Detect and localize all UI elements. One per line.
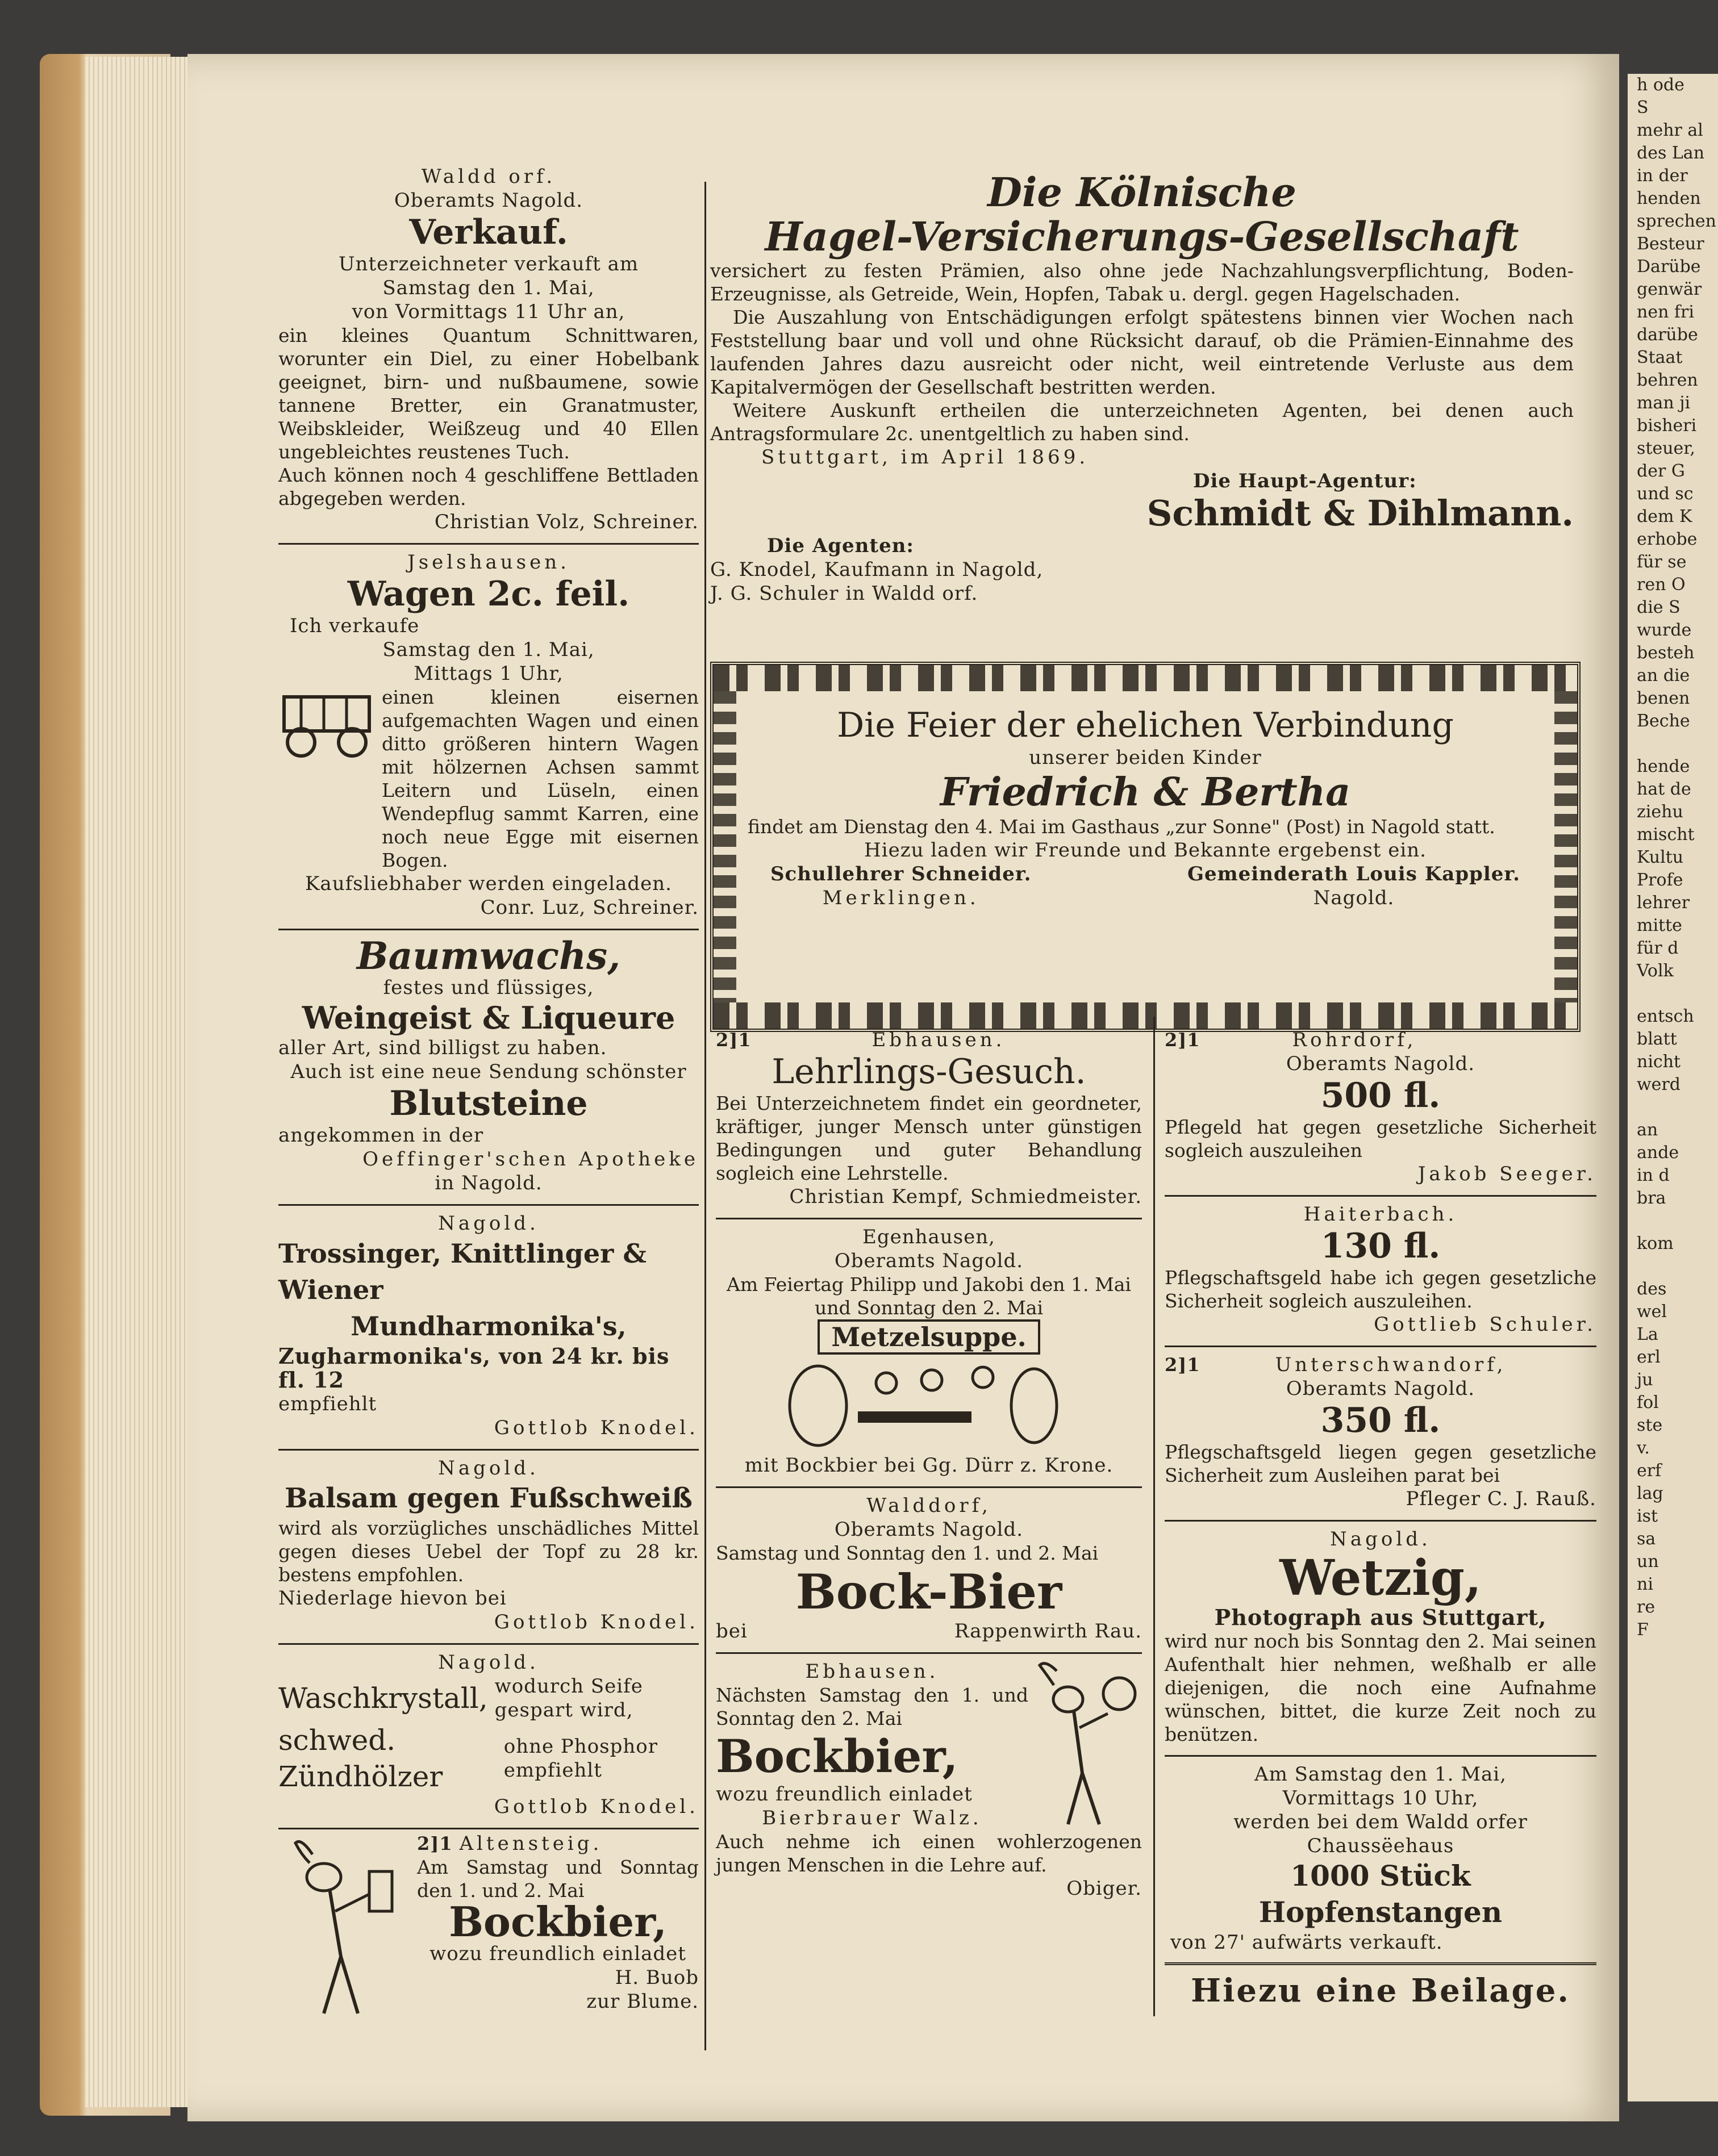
- left-column: [278, 165, 699, 2025]
- next-page-line: Beche: [1637, 711, 1690, 731]
- place-sub: Oberamts Nagold.: [1286, 1377, 1475, 1400]
- ad-line: wozu freundlich einladet: [716, 1783, 973, 1806]
- place-sub: Oberamts Nagold.: [834, 1518, 1024, 1541]
- ad-line: angekommen in der: [278, 1124, 484, 1147]
- next-page-line: ren O: [1637, 575, 1686, 595]
- ad-line: von Vormittags 11 Uhr an,: [352, 300, 626, 323]
- next-page-line: ist: [1637, 1506, 1658, 1526]
- ad-signature: Nagold.: [1313, 887, 1395, 909]
- next-page-line: entsch: [1637, 1006, 1694, 1026]
- place: Haiterbach.: [1303, 1203, 1458, 1226]
- next-page-line: hat de: [1637, 779, 1691, 799]
- next-page-line: und sc: [1637, 484, 1694, 504]
- ad-signature: H. Buob: [615, 1966, 699, 1989]
- next-page-line: Volk: [1637, 961, 1674, 981]
- next-page-line: un: [1637, 1552, 1659, 1572]
- ornament-border: [714, 665, 1577, 691]
- ad-signature: Gottlob Knodel.: [494, 1795, 699, 1818]
- ad-line: wozu freundlich einladet: [430, 1942, 686, 1965]
- ad-title: Die Kölnische: [987, 169, 1296, 216]
- announcement-heading: Die Feier der ehelichen Verbindung: [837, 705, 1454, 745]
- ad-signature: zur Blume.: [586, 1990, 699, 2013]
- ad-signature: Christian Kempf, Schmiedmeister.: [789, 1185, 1142, 1208]
- next-page-line: lehrer: [1637, 893, 1690, 913]
- ornament-border: [714, 1002, 1577, 1029]
- ad-line: werden bei dem Waldd orfer Chaussëehaus: [1233, 1811, 1528, 1857]
- divider: [1165, 1755, 1596, 1757]
- ad-body: einen kleinen eisernen aufgemachten Wagen und einen ditto größeren hintern Wagen mit hölzernen Achsen sammt Leitern und Lüseln, einen Wendepflug sammt Karren, eine noch neue Egge mit eisernen Bogen.: [382, 686, 699, 871]
- place: Nagold.: [438, 1651, 539, 1674]
- ad-date: Stuttgart, im April 1869.: [761, 446, 1089, 469]
- divider: [278, 929, 699, 930]
- next-page-line: ziehu: [1637, 802, 1683, 822]
- next-page-line: La: [1637, 1324, 1658, 1344]
- ad-title: Mundharmonika's,: [351, 1311, 627, 1342]
- next-page-line: [1628, 1210, 1718, 1232]
- ad-line: G. Knodel, Kaufmann in Nagold,: [710, 558, 1044, 581]
- place-sub: Oberamts Nagold.: [834, 1250, 1024, 1272]
- page-stack: [85, 57, 205, 2107]
- next-page-line: mehr al: [1637, 120, 1703, 140]
- next-page-line: [1628, 733, 1718, 755]
- ad-signature: Jakob Seeger.: [1417, 1163, 1596, 1185]
- next-page-line: [1628, 1255, 1718, 1278]
- ad-signature: Gottlob Knodel.: [494, 1611, 699, 1633]
- divider: [278, 543, 699, 545]
- next-page-line: mischt: [1637, 825, 1695, 845]
- ad-signature: Pfleger C. J. Rauß.: [1406, 1488, 1596, 1510]
- ad-line: Vormittags 10 Uhr,: [1282, 1787, 1479, 1810]
- ad-title: Trossinger, Knittlinger & Wiener: [278, 1238, 647, 1305]
- next-page-line: behren: [1637, 370, 1698, 390]
- divider: [1165, 1346, 1596, 1347]
- place: Nagold.: [438, 1457, 539, 1480]
- next-page-line: erhobe: [1637, 529, 1698, 549]
- next-page-line: ande: [1637, 1143, 1679, 1163]
- ad-signature: Rappenwirth Rau.: [954, 1620, 1142, 1643]
- ad-title: Hagel-Versicherungs-Gesellschaft: [765, 213, 1519, 260]
- ad-line: Ich verkaufe: [290, 615, 420, 637]
- divider: [278, 1449, 699, 1451]
- ad-line: unserer beiden Kinder: [1029, 746, 1262, 769]
- amount: 350 fl.: [1320, 1401, 1441, 1440]
- ad-line: Samstag den 1. Mai,: [382, 638, 595, 661]
- place: Waldd orf.: [421, 165, 556, 188]
- ad-line: empfiehlt: [278, 1393, 377, 1415]
- firm-name: Schmidt & Dihlmann.: [1146, 492, 1574, 534]
- ad-body: Pflegschaftsgeld habe ich gegen gesetzliche Sicherheit sogleich auszuleihen.: [1165, 1267, 1596, 1312]
- next-page-line: [1628, 1096, 1718, 1119]
- next-page-line: des: [1637, 1279, 1667, 1299]
- ad-body: Bei Unterzeichnetem findet ein geordneter, kräftiger, junger Mensch unter günstigen Bedingungen und guter Behandlung sogleich eine Lehrstelle.: [716, 1092, 1142, 1184]
- next-page-line: Profe: [1637, 870, 1683, 890]
- ad-body: Weitere Auskunft ertheilen die unterzeichneten Agenten, bei denen auch Antragsformulare 2c. unentgeltlich zu haben sind.: [710, 399, 1574, 445]
- next-page-fragment: [1628, 74, 1718, 2101]
- next-page-line: an: [1637, 1120, 1658, 1140]
- ad-line: Zugharmonika's, von 24 kr. bis fl. 12: [278, 1343, 670, 1393]
- ornament-border: [714, 691, 736, 1002]
- place: Egenhausen,: [862, 1226, 995, 1248]
- couple-names: Friedrich & Bertha: [940, 770, 1351, 815]
- next-page-line: benen: [1637, 688, 1690, 708]
- next-page-line: besteh: [1637, 643, 1695, 663]
- ad-body: Die Auszahlung von Entschädigungen erfolgt spätestens binnen vier Wochen nach Feststellung baar und voll und ohne Rücksicht darauf, ob die Prämien-Einnahme des laufenden Jahres dazu ausreicht oder nicht, weil eintretende Verluste aus dem Kapitalvermögen der Gesellschaft bestritten werden.: [710, 306, 1574, 398]
- next-page-line: für d: [1637, 938, 1679, 958]
- next-page-line: erl: [1637, 1347, 1661, 1367]
- ad-body: Auch können noch 4 geschliffene Bettladen abgegeben werden.: [278, 464, 699, 509]
- next-page-line: Besteur: [1637, 234, 1704, 254]
- next-page-line: man ji: [1637, 393, 1691, 413]
- goat-beer-illustration: [278, 1832, 409, 2025]
- ad-line: Hiezu laden wir Freunde und Bekannte ergebenst ein.: [864, 839, 1427, 862]
- goat-beer-illustration: [1028, 1660, 1142, 1830]
- divider: [716, 1652, 1142, 1654]
- ad-body: Am Samstag und Sonntag den 1. und 2. Mai: [417, 1856, 699, 1902]
- divider: [716, 1218, 1142, 1219]
- ad-body: Nächsten Samstag den 1. und Sonntag den 2. Mai: [716, 1684, 1028, 1729]
- next-page-line: kom: [1637, 1234, 1674, 1254]
- ad-subtitle: Photograph aus Stuttgart,: [1214, 1605, 1547, 1630]
- next-page-line: henden: [1637, 189, 1701, 208]
- ad-title: Waschkrystall,: [278, 1682, 488, 1715]
- amount: 500 fl.: [1320, 1076, 1441, 1115]
- issue-mark: 2]1: [716, 1029, 752, 1051]
- column-rule-left: [704, 182, 706, 2050]
- ad-title: Wagen 2c. feil.: [347, 574, 630, 614]
- ad-line: bei: [716, 1620, 748, 1643]
- place: Nagold.: [1330, 1528, 1431, 1551]
- next-page-line: fol: [1637, 1393, 1659, 1413]
- next-page-line: erf: [1637, 1461, 1662, 1481]
- divider: [278, 1643, 699, 1645]
- next-page-line: des Lan: [1637, 143, 1705, 163]
- next-page-line: sa: [1637, 1529, 1656, 1549]
- ad-signature: Merklingen.: [822, 887, 979, 909]
- next-page-line: S: [1637, 98, 1649, 118]
- column-rule-mid: [1153, 1017, 1155, 2016]
- issue-mark: 2]1: [417, 1833, 453, 1854]
- issue-mark: 2]1: [1165, 1029, 1200, 1051]
- ad-line: Unterzeichneter verkauft am: [338, 253, 639, 275]
- wagon-illustration: [278, 686, 375, 759]
- ad-signature: Obiger.: [1066, 1877, 1142, 1900]
- ad-title: Bock-Bier: [795, 1564, 1062, 1620]
- next-page-line: ju: [1637, 1370, 1653, 1390]
- ad-body: Pflegeld hat gegen gesetzliche Sicherheit sogleich auszuleihen: [1165, 1116, 1596, 1161]
- divider: [1165, 1520, 1596, 1522]
- divider: [1165, 1195, 1596, 1197]
- next-page-line: v.: [1637, 1438, 1650, 1458]
- place: Ebhausen.: [805, 1660, 939, 1683]
- ad-line: Auch ist eine neue Sendung schönster: [290, 1060, 687, 1083]
- place: Nagold.: [438, 1212, 539, 1235]
- ad-line: von 27' aufwärts verkauft.: [1170, 1931, 1443, 1954]
- ad-body: Am Feiertag Philipp und Jakobi den 1. Mai und Sonntag den 2. Mai: [727, 1273, 1131, 1319]
- next-page-line: sprechen: [1637, 211, 1716, 231]
- ad-signature: Schullehrer Schneider.: [770, 863, 1032, 885]
- next-page-line: wurde: [1637, 620, 1692, 640]
- next-page-line: der G: [1637, 461, 1685, 481]
- next-page-line: für se: [1637, 552, 1687, 572]
- ad-body: ein kleines Quantum Schnittwaren, worunter ein Diel, zu einer Hobelbank geeignet, birn- und nußbaumene, sowie tannene Bretter, ein Granatmuster, Weibskleider, Weißzeug und 40 Ellen ungebleichtes reustenes Tuch.: [278, 324, 699, 463]
- ad-line: Am Samstag den 1. Mai,: [1254, 1763, 1507, 1786]
- next-page-line: ste: [1637, 1415, 1663, 1435]
- ad-signature: Bierbrauer Walz.: [762, 1807, 982, 1829]
- next-page-line: blatt: [1637, 1029, 1677, 1049]
- ad-line: Die Haupt-Agentur:: [1193, 470, 1417, 492]
- insurance-ad: [710, 170, 1574, 605]
- ad-line: ohne Phosphor empfiehlt: [503, 1735, 658, 1782]
- ad-line: Oeffinger'schen Apotheke: [362, 1148, 699, 1171]
- place-sub: Oberamts Nagold.: [1286, 1052, 1475, 1075]
- ad-title: Weingeist & Liqueure: [302, 1000, 675, 1036]
- issue-mark: 2]1: [1165, 1354, 1200, 1376]
- divider: [1165, 1962, 1596, 1965]
- ad-title: 1000 Stück Hopfenstangen: [1258, 1859, 1503, 1929]
- next-page-line: re: [1637, 1597, 1656, 1617]
- ad-line: Kaufsliebhaber werden eingeladen.: [305, 872, 672, 895]
- place: Ebhausen.: [871, 1029, 1006, 1051]
- next-page-line: genwär: [1637, 279, 1702, 299]
- ad-title: Balsam gegen Fußschweiß: [285, 1482, 693, 1514]
- ad-line: Die Agenten:: [767, 534, 914, 557]
- ad-line: J. G. Schuler in Waldd orf.: [710, 582, 978, 605]
- ad-signature: Gottlieb Schuler.: [1374, 1313, 1596, 1336]
- footer-supplement-note: Hiezu eine Beilage.: [1191, 1972, 1570, 2009]
- next-page-line: hende: [1637, 757, 1690, 776]
- ad-title: Bockbier,: [716, 1729, 958, 1783]
- place: Rohrdorf,: [1292, 1029, 1417, 1051]
- next-page-line: h ode: [1637, 75, 1684, 95]
- amount: 130 fl.: [1320, 1226, 1441, 1266]
- ad-title: Verkauf.: [409, 212, 568, 252]
- ad-signature: Conr. Luz, Schreiner.: [480, 896, 699, 919]
- ad-body: Samstag und Sonntag den 1. und 2. Mai: [716, 1542, 1099, 1564]
- next-page-line: bra: [1637, 1188, 1666, 1208]
- next-page-line: wel: [1637, 1302, 1667, 1322]
- ad-line: aller Art, sind billigst zu haben.: [278, 1037, 607, 1059]
- next-page-line: die S: [1637, 598, 1681, 617]
- next-page-line: an die: [1637, 666, 1690, 686]
- ad-body: Auch nehme ich einen wohlerzogenen jungen Menschen in die Lehre auf.: [716, 1831, 1142, 1876]
- place: Jselshausen.: [407, 551, 570, 574]
- ad-line: festes und flüssiges,: [383, 976, 594, 999]
- next-page-line: dem K: [1637, 507, 1692, 527]
- tavern-scene-illustration: [716, 1355, 1142, 1451]
- middle-column: [716, 1028, 1142, 1900]
- next-page-line: nen fri: [1637, 302, 1694, 322]
- next-page-line: bisheri: [1637, 416, 1697, 436]
- next-page-line: ni: [1637, 1574, 1653, 1594]
- ad-title: Wetzig,: [1279, 1549, 1482, 1607]
- next-page-line: in der: [1637, 166, 1688, 186]
- ad-line: in Nagold.: [435, 1172, 543, 1194]
- divider: [278, 1828, 699, 1829]
- next-page-line: lag: [1637, 1484, 1663, 1503]
- next-page-line: darübe: [1637, 325, 1698, 345]
- ad-line: Mittags 1 Uhr,: [414, 662, 564, 685]
- wedding-announcement-frame: [710, 662, 1581, 1032]
- ad-signature: Christian Volz, Schreiner.: [434, 511, 699, 533]
- ad-title: schwed. Zündhölzer: [278, 1724, 443, 1793]
- ad-line: wodurch Seife gespart wird,: [494, 1675, 643, 1722]
- next-page-line: Staat: [1637, 348, 1683, 367]
- next-page-line: F: [1637, 1620, 1649, 1640]
- place: Altensteig.: [459, 1832, 603, 1855]
- next-page-line: steuer,: [1637, 438, 1695, 458]
- next-page-line: mitte: [1637, 916, 1682, 935]
- ad-title: Bockbier,: [449, 1898, 667, 1946]
- ad-body: wird nur noch bis Sonntag den 2. Mai seinen Aufenthalt hier nehmen, weßhalb er alle diejenigen, die noch eine Aufnahme wünschen, bittet, die kurze Zeit noch zu benützen.: [1165, 1630, 1596, 1745]
- ad-signature: Gottlob Knodel.: [494, 1417, 699, 1439]
- next-page-line: [1628, 983, 1718, 1005]
- ad-body: versichert zu festen Prämien, also ohne jede Nachzahlungsverpflichtung, Boden-Erzeugnisse, als Getreide, Wein, Hopfen, Tabak u. dergl. gegen Hagelschaden.: [710, 260, 1574, 305]
- divider: [716, 1486, 1142, 1488]
- place: Unterschwandorf,: [1275, 1353, 1507, 1376]
- ad-title: Lehrlings-Gesuch.: [772, 1052, 1086, 1092]
- place-sub: Oberamts Nagold.: [394, 189, 583, 212]
- ad-body: Pflegschaftsgeld liegen gegen gesetzliche Sicherheit zum Ausleihen parat bei: [1165, 1441, 1596, 1486]
- ad-body: findet am Dienstag den 4. Mai im Gasthaus „zur Sonne" (Post) in Nagold statt.: [748, 816, 1495, 838]
- ad-title: Blutsteine: [389, 1084, 588, 1123]
- ad-line: Samstag den 1. Mai,: [382, 277, 595, 299]
- divider: [278, 1204, 699, 1206]
- next-page-line: Darübe: [1637, 257, 1701, 277]
- next-page-line: Kultu: [1637, 847, 1684, 867]
- right-column: [1165, 1028, 1596, 2011]
- place: Walddorf,: [866, 1494, 991, 1517]
- ad-line: mit Bockbier bei Gg. Dürr z. Krone.: [744, 1454, 1114, 1477]
- next-page-line: in d: [1637, 1165, 1670, 1185]
- next-page-line: werd: [1637, 1075, 1681, 1094]
- ad-line: Niederlage hievon bei: [278, 1587, 507, 1610]
- ad-title: Baumwachs,: [356, 934, 621, 978]
- metzelsuppe-sign: Metzelsuppe.: [818, 1319, 1040, 1355]
- next-page-line: nicht: [1637, 1052, 1681, 1072]
- ad-signature: Gemeinderath Louis Kappler.: [1187, 863, 1520, 885]
- ad-body: wird als vorzügliches unschädliches Mittel gegen dieses Uebel der Topf zu 28 kr. bestens empfohlen.: [278, 1517, 699, 1586]
- ornament-border: [1554, 691, 1577, 1002]
